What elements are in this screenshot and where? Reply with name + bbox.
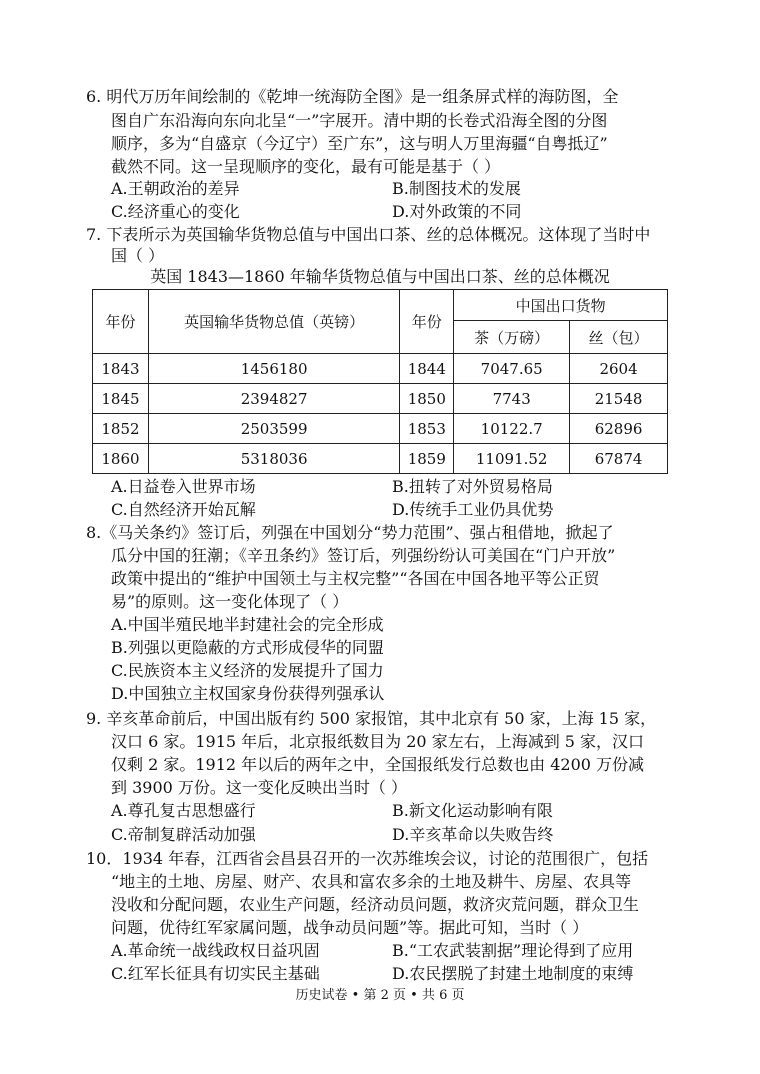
cell-year: 1845 [93,384,149,414]
q8-line-4: 易”的原则。这一变化体现了（ ） [111,592,349,611]
q7-line-1: 7. 下表所示为英国输华货物总值与中国出口茶、丝的总体概况。这体现了当时中 [86,225,651,244]
cell-silk: 67874 [570,444,668,474]
q8-option-a: A.中国半殖民地半封建社会的完全形成 [111,615,384,634]
page-footer: 历史试卷 • 第 2 页 • 共 6 页 [295,988,465,1003]
cell-goods-value: 2503599 [148,414,399,444]
cell-year: 1853 [400,414,454,444]
cell-year: 1859 [400,444,454,474]
q10-line-4: 问题，优待红军家属问题，战争动员问题”等。据此可知，当时（ ） [111,918,589,937]
q10-line-2: “地主的土地、房屋、财产、农具和富农多余的土地及耕牛、房屋、农具等 [111,872,632,891]
cell-silk: 21548 [570,384,668,414]
header-tea: 茶（万磅） [454,321,570,354]
cell-tea: 7047.65 [454,354,570,384]
q9-line-3: 仅剩 2 家。1912 年以后的两年之中，全国报纸发行总数也由 4200 万份减 [111,755,645,774]
cell-goods-value: 1456180 [148,354,399,384]
q9-option-a: A.尊孔复古思想盛行 [111,801,256,820]
q8-option-b: B.列强以更隐蔽的方式形成侵华的同盟 [111,638,384,657]
q6-line-2: 图自广东沿海向东向北呈“一”字展开。清中期的长卷式沿海全图的分图 [111,111,608,130]
cell-year: 1844 [400,354,454,384]
cell-year: 1843 [93,354,149,384]
header-year-2: 年份 [400,290,454,354]
q6-line-1: 6. 明代万历年间绘制的《乾坤一统海防全图》是一组条屏式样的海防图，全 [86,87,619,106]
q7-option-a: A.日益卷入世界市场 [111,477,256,496]
q10-option-b: B.“工农武装割据”理论得到了应用 [392,941,634,960]
cell-silk: 2604 [570,354,668,384]
header-silk: 丝（包） [570,321,668,354]
q7-option-b: B.扭转了对外贸易格局 [392,477,553,496]
table-row [93,354,668,384]
cell-goods-value: 5318036 [148,444,399,474]
table-row [93,414,668,444]
header-year-1: 年份 [93,290,149,354]
q6-line-4: 截然不同。这一呈现顺序的变化，最有可能是基于（ ） [111,157,501,176]
q7-option-c: C.自然经济开始瓦解 [111,500,256,519]
cell-tea: 7743 [454,384,570,414]
q10-line-1: 10．1934 年春，江西省会昌县召开的一次苏维埃会议，讨论的范围很广，包括 [86,849,649,868]
cell-tea: 10122.7 [454,414,570,444]
q10-line-3: 没收和分配问题，农业生产问题，经济动员问题，救济灾荒问题，群众卫生 [111,895,640,914]
cell-tea: 11091.52 [454,444,570,474]
q8-line-3: 政策中提出的“维护中国领土与主权完整”“各国在中国各地平等公正贸 [111,569,600,588]
q9-option-c: C.帝制复辟活动加强 [111,825,256,844]
q6-line-3: 顺序，多为“自盛京（今辽宁）至广东”，这与明人万里海疆“自粤抵辽” [111,134,608,153]
table-row [93,444,668,474]
cell-year: 1860 [93,444,149,474]
q9-option-d: D.辛亥革命以失败告终 [392,825,554,844]
q6-option-a: A.王朝政治的差异 [111,179,240,198]
q7-option-d: D.传统手工业仍具优势 [392,500,554,519]
table-caption: 英国 1843—1860 年输华货物总值与中国出口茶、丝的总体概况 [150,267,610,286]
cell-year: 1850 [400,384,454,414]
q9-line-1: 9. 辛亥革命前后，中国出版有约 500 家报馆，其中北京有 50 家，上海 15 家， [86,709,657,728]
q6-option-c: C.经济重心的变化 [111,202,240,221]
q9-line-2: 汉口 6 家。1915 年后，北京报纸数目为 20 家左右，上海减到 5 家，汉口 [111,732,645,751]
cell-silk: 62896 [570,414,668,444]
table-row [93,384,668,414]
q6-option-b: B.制图技术的发展 [392,179,521,198]
q8-option-c: C.民族资本主义经济的发展提升了国力 [111,661,384,680]
q8-option-d: D.中国独立主权国家身份获得列强承认 [111,684,385,703]
q9-line-4: 到 3900 万份。这一变化反映出当时（ ） [111,778,407,797]
cell-year: 1852 [93,414,149,444]
cell-goods-value: 2394827 [148,384,399,414]
header-goods-value: 英国输华货物总值（英镑） [148,290,399,354]
data-table [92,289,668,474]
header-export-goods: 中国出口货物 [454,290,668,321]
q6-option-d: D.对外政策的不同 [392,202,522,221]
q7-line-2: 国（ ） [111,246,165,265]
q10-option-d: D.农民摆脱了封建土地制度的束缚 [392,964,634,983]
q10-option-a: A.革命统一战线政权日益巩固 [111,941,320,960]
q8-line-1: 8.《马关条约》签订后，列强在中国划分“势力范围”、强占租借地，掀起了 [86,523,614,542]
q8-line-2: 瓜分中国的狂潮；《辛丑条约》签订后，列强纷纷认可美国在“门户开放” [111,546,616,565]
q10-option-c: C.红军长征具有切实民主基础 [111,964,320,983]
q9-option-b: B.新文化运动影响有限 [392,801,553,820]
